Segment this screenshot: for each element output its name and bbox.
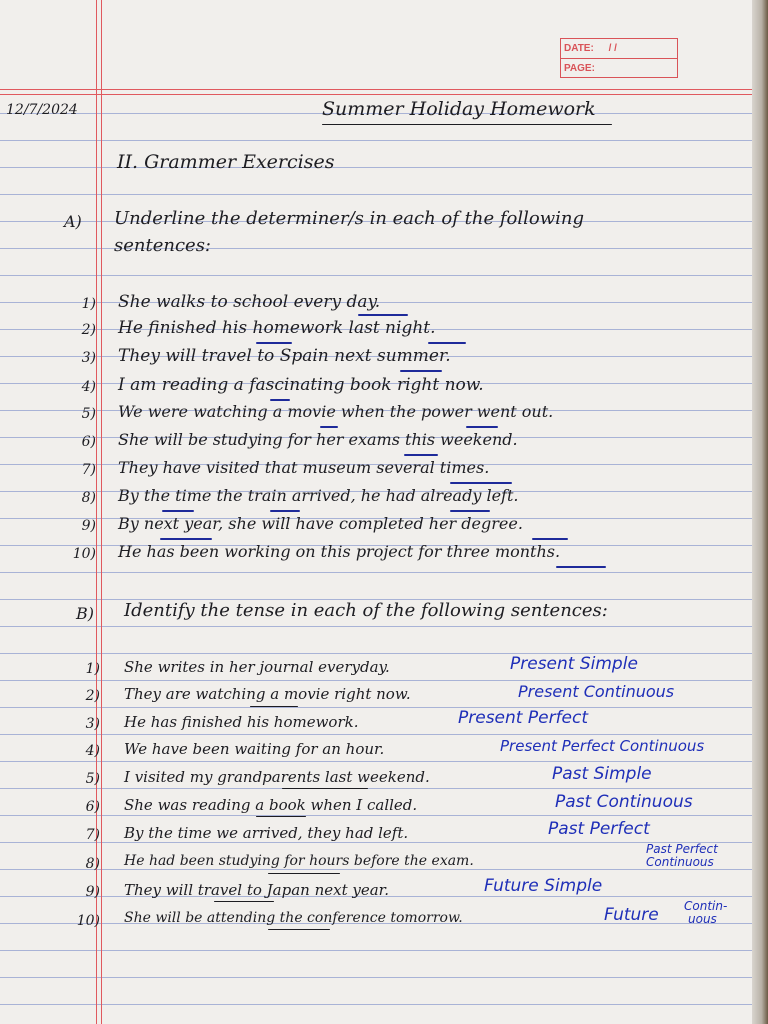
tense-answer: Future	[604, 905, 659, 925]
underline-mark	[160, 538, 212, 540]
page-title: Summer Holiday Homework	[322, 98, 596, 120]
date-page-box	[560, 38, 678, 78]
list-item: He had been studying for hours before the exam.	[124, 853, 474, 869]
item-number: 3)	[85, 716, 100, 732]
item-number: 9)	[81, 518, 96, 534]
underline-mark	[214, 901, 274, 902]
date-label: DATE:	[564, 43, 594, 54]
list-item: She writes in her journal everyday.	[124, 658, 390, 676]
header-rule	[0, 89, 752, 90]
tense-answer-cont: uous	[688, 912, 717, 926]
underline-mark	[162, 510, 194, 512]
tense-answer: Present Perfect	[458, 708, 589, 728]
item-number: 7)	[85, 827, 100, 843]
list-item: I visited my grandparents last weekend.	[124, 768, 430, 786]
tense-answer-cont: Contin-	[684, 899, 728, 913]
underline-mark	[270, 399, 290, 401]
list-item: She will be studying for her exams this weekend.	[118, 430, 518, 449]
list-item: She walks to school every day.	[118, 292, 381, 312]
part-a-label: A)	[64, 212, 82, 231]
item-number: 10)	[72, 546, 96, 562]
item-number: 6)	[81, 434, 96, 450]
date-value: / /	[608, 43, 617, 54]
part-b-instruction: Identify the tense in each of the following sentences:	[124, 600, 608, 621]
underline-mark	[250, 706, 298, 707]
item-number: 10)	[76, 913, 100, 929]
item-number: 1)	[81, 296, 96, 312]
list-item: He has been working on this project for three months.	[118, 542, 561, 561]
list-item: They have visited that museum several times.	[118, 458, 490, 477]
item-number: 5)	[85, 771, 100, 787]
list-item: By the time the train arrived, he had already left.	[118, 486, 519, 505]
item-number: 4)	[81, 379, 96, 395]
list-item: I am reading a fascinating book right now.	[118, 375, 484, 395]
tense-answer: Past Perfect	[646, 842, 718, 856]
list-item: We were watching a movie when the power went out.	[118, 402, 554, 421]
item-number: 2)	[81, 322, 96, 338]
title-underline	[322, 124, 612, 125]
underline-mark	[450, 510, 490, 512]
underline-mark	[400, 370, 442, 372]
tense-answer: Past Simple	[552, 764, 652, 784]
underline-mark	[358, 314, 408, 316]
item-number: 5)	[81, 406, 96, 422]
part-b-label: B)	[76, 604, 94, 623]
page-edge	[752, 0, 768, 1024]
item-number: 8)	[85, 856, 100, 872]
list-item: They will travel to Spain next summer.	[118, 346, 451, 366]
tense-answer: Past Perfect	[548, 819, 650, 839]
underline-mark	[282, 788, 368, 789]
list-item: We have been waiting for an hour.	[124, 740, 385, 758]
item-number: 3)	[81, 350, 96, 366]
item-number: 2)	[85, 688, 100, 704]
list-item: She will be attending the conference tomorrow.	[124, 910, 463, 926]
underline-mark	[450, 482, 512, 484]
list-item: By the time we arrived, they had left.	[124, 824, 409, 842]
part-a-instruction: Underline the determiner/s in each of the following	[114, 208, 584, 229]
tense-answer: Past Continuous	[555, 792, 693, 812]
tense-answer: Present Perfect Continuous	[500, 737, 705, 755]
item-number: 9)	[85, 884, 100, 900]
written-date: 12/7/2024	[6, 102, 78, 118]
section-heading: II. Grammer Exercises	[117, 151, 335, 173]
underline-mark	[268, 873, 340, 874]
list-item: They are watching a movie right now.	[124, 685, 411, 703]
list-item: He finished his homework last night.	[118, 318, 436, 338]
list-item: He has finished his homework.	[124, 713, 359, 731]
tense-answer: Present Continuous	[518, 682, 675, 701]
underline-mark	[320, 426, 338, 428]
underline-mark	[532, 538, 568, 540]
item-number: 8)	[81, 490, 96, 506]
item-number: 4)	[85, 743, 100, 759]
underline-mark	[268, 929, 330, 930]
tense-answer-cont: Continuous	[646, 855, 714, 869]
page-label: PAGE:	[564, 63, 595, 74]
margin-line	[101, 0, 102, 1024]
header-rule	[0, 94, 752, 95]
underline-mark	[256, 342, 292, 344]
item-number: 6)	[85, 799, 100, 815]
underline-mark	[428, 342, 466, 344]
underline-mark	[270, 510, 300, 512]
underline-mark	[556, 566, 606, 568]
underline-mark	[466, 426, 498, 428]
part-a-instruction-cont: sentences:	[114, 235, 211, 256]
item-number: 1)	[85, 661, 100, 677]
tense-answer: Future Simple	[484, 876, 603, 896]
tense-answer: Present Simple	[510, 654, 638, 674]
item-number: 7)	[81, 462, 96, 478]
list-item: She was reading a book when I called.	[124, 796, 418, 814]
list-item: They will travel to Japan next year.	[124, 881, 389, 899]
list-item: By next year, she will have completed her degree.	[118, 514, 523, 533]
underline-mark	[404, 454, 438, 456]
underline-mark	[256, 816, 306, 817]
